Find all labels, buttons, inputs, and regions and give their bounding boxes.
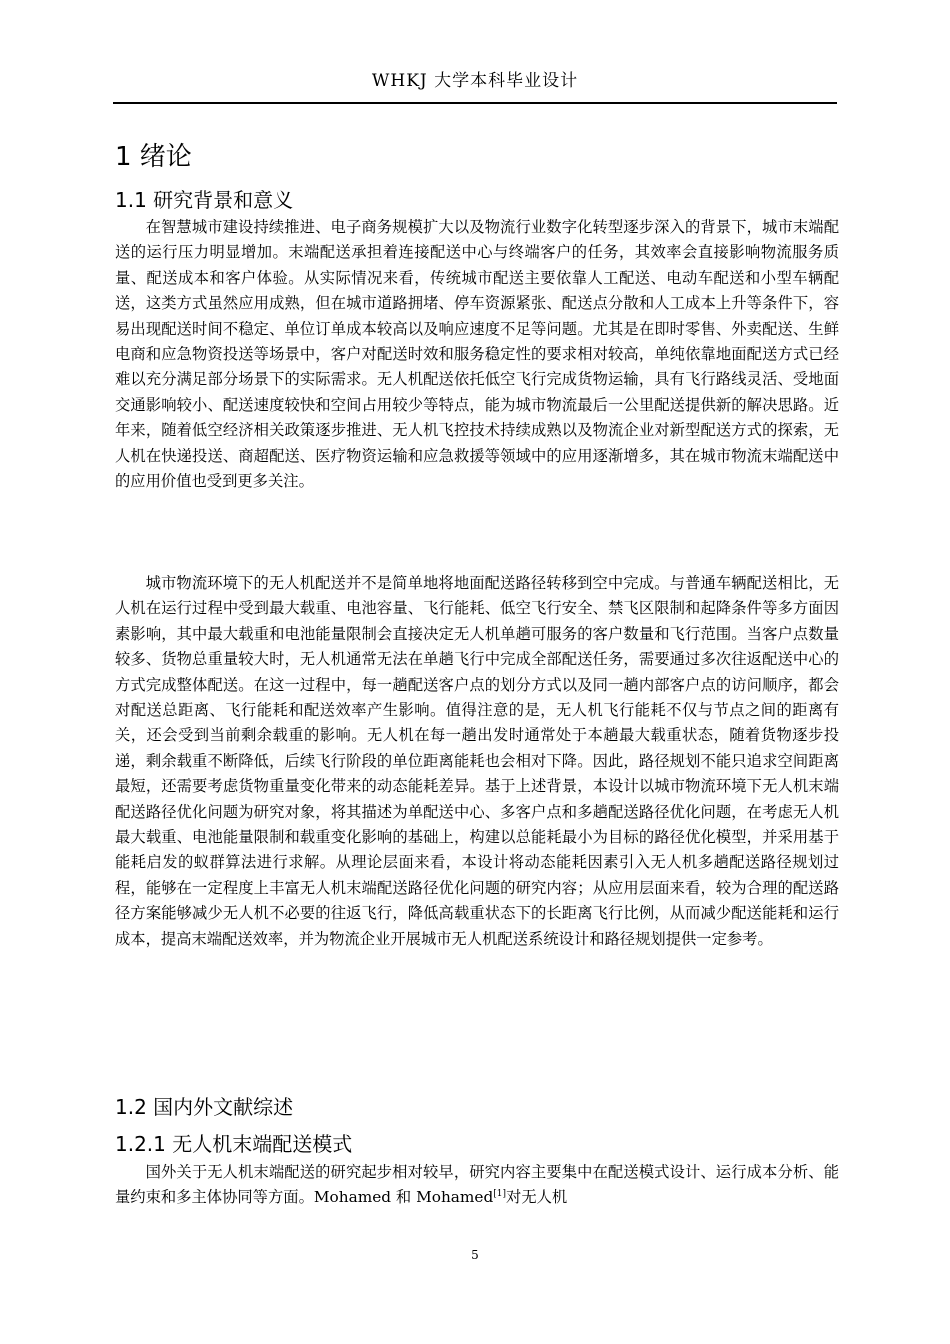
header-text: WHKJ 大学本科毕业设计 bbox=[371, 71, 579, 91]
paragraph-background: 在智慧城市建设持续推进、电子商务规模扩大以及物流行业数字化转型逐步深入的背景下，城市末端配送的运行压力明显增加。末端配送承担着连接配送中心与终端客户的任务，其效率会直接影响物流服务质量、配送成本和客户体验。从实际情况来看，传统城市配送主要依靠人工配送、电动车配送和小型车辆配送，这类方式虽然应用成熟，但在城市道路拥堵、停车资源紧张、配送点分散和人工成本上升等条件下，容易出现配送时间不稳定、单位订单成本较高以及响应速度不足等问题。尤其是在即时零售、外卖配送、生鲜电商和应急物资投送等场景中，客户对配送时效和服务稳定性的要求相对较高，单纯依靠地面配送方式已经难以充分满足部分场景下的实际需求。无人机配送依托低空飞行完成货物运输，具有飞行路线灵活、受地面交通影响较小、配送速度较快和空间占用较少等特点，能为城市物流最后一公里配送提供新的解决思路。近年来，随着低空经济相关政策逐步推进、无人机飞控技术持续成熟以及物流企业对新型配送方式的探索，无人机在快递投送、商超配送、医疗物资运输和应急救援等领域中的应用逐渐增多，其在城市物流末端配送中的应用价值也受到更多关注。 bbox=[115, 218, 839, 491]
paragraph-literature-start bbox=[115, 1160, 839, 1211]
literature-text-continued: 对无人机 bbox=[506, 1188, 568, 1207]
paragraph-motivation: 城市物流环境下的无人机配送并不是简单地将地面配送路径转移到空中完成。与普通车辆配送相比，无人机在运行过程中受到最大载重、电池容量、飞行能耗、低空飞行安全、禁飞区限制和起降条件等多方面因素影响，其中最大载重和电池能量限制会直接决定无人机单趟可服务的客户数量和飞行范围。当客户点数量较多、货物总重量较大时，无人机通常无法在单趟飞行中完成全部配送任务，需要通过多次往返配送中心的方式完成整体配送。在这一过程中，每一趟配送客户点的划分方式以及同一趟内部客户点的访问顺序，都会对配送总距离、飞行能耗和配送效率产生影响。值得注意的是，无人机飞行能耗不仅与节点之间的距离有关，还会受到当前剩余载重的影响。无人机在每一趟出发时通常处于本趟最大载重状态，随着货物逐步投递，剩余载重不断降低，后续飞行阶段的单位距离能耗也会相对下降。因此，路径规划不能只追求空间距离最短，还需要考虑货物重量变化带来的动态能耗差异。基于上述背景，本设计以城市物流环境下无人机末端配送路径优化问题为研究对象，将其描述为单配送中心、多客户点和多趟配送路径优化问题，在考虑无人机最大载重、电池能量限制和载重变化影响的基础上，构建以总能耗最小为目标的路径优化模型，并采用基于能耗启发的蚁群算法进行求解。从理论层面来看，本设计将动态能耗因素引入无人机多趟配送路径规划过程，能够在一定程度上丰富无人机末端配送路径优化问题的研究内容；从应用层面来看，较为合理的配送路径方案能够减少无人机不必要的往返飞行，降低高载重状态下的长距离飞行比例，从而减少配送能耗和运行成本，提高末端配送效率，并为物流企业开展城市无人机配送系统设计和路径规划提供一定参考。 bbox=[115, 574, 839, 948]
subsection-heading-1-2-1: 1.2.1 无人机末端配送模式 bbox=[115, 1132, 353, 1156]
page-number: 5 bbox=[471, 1248, 479, 1262]
section-heading-1-2: 1.2 国内外文献综述 bbox=[115, 1095, 294, 1119]
section-heading-1-1: 1.1 研究背景和意义 bbox=[115, 188, 294, 212]
citation-ref-1[interactable]: [1] bbox=[493, 1189, 507, 1200]
literature-text: 国外关于无人机末端配送的研究起步相对较早，研究内容主要集中在配送模式设计、运行成本分析、能量约束和多主体协同等方面。Mohamed 和 Mohamed bbox=[115, 1163, 839, 1207]
page-header bbox=[113, 68, 837, 104]
chapter-title: 1 绪论 bbox=[115, 142, 192, 172]
